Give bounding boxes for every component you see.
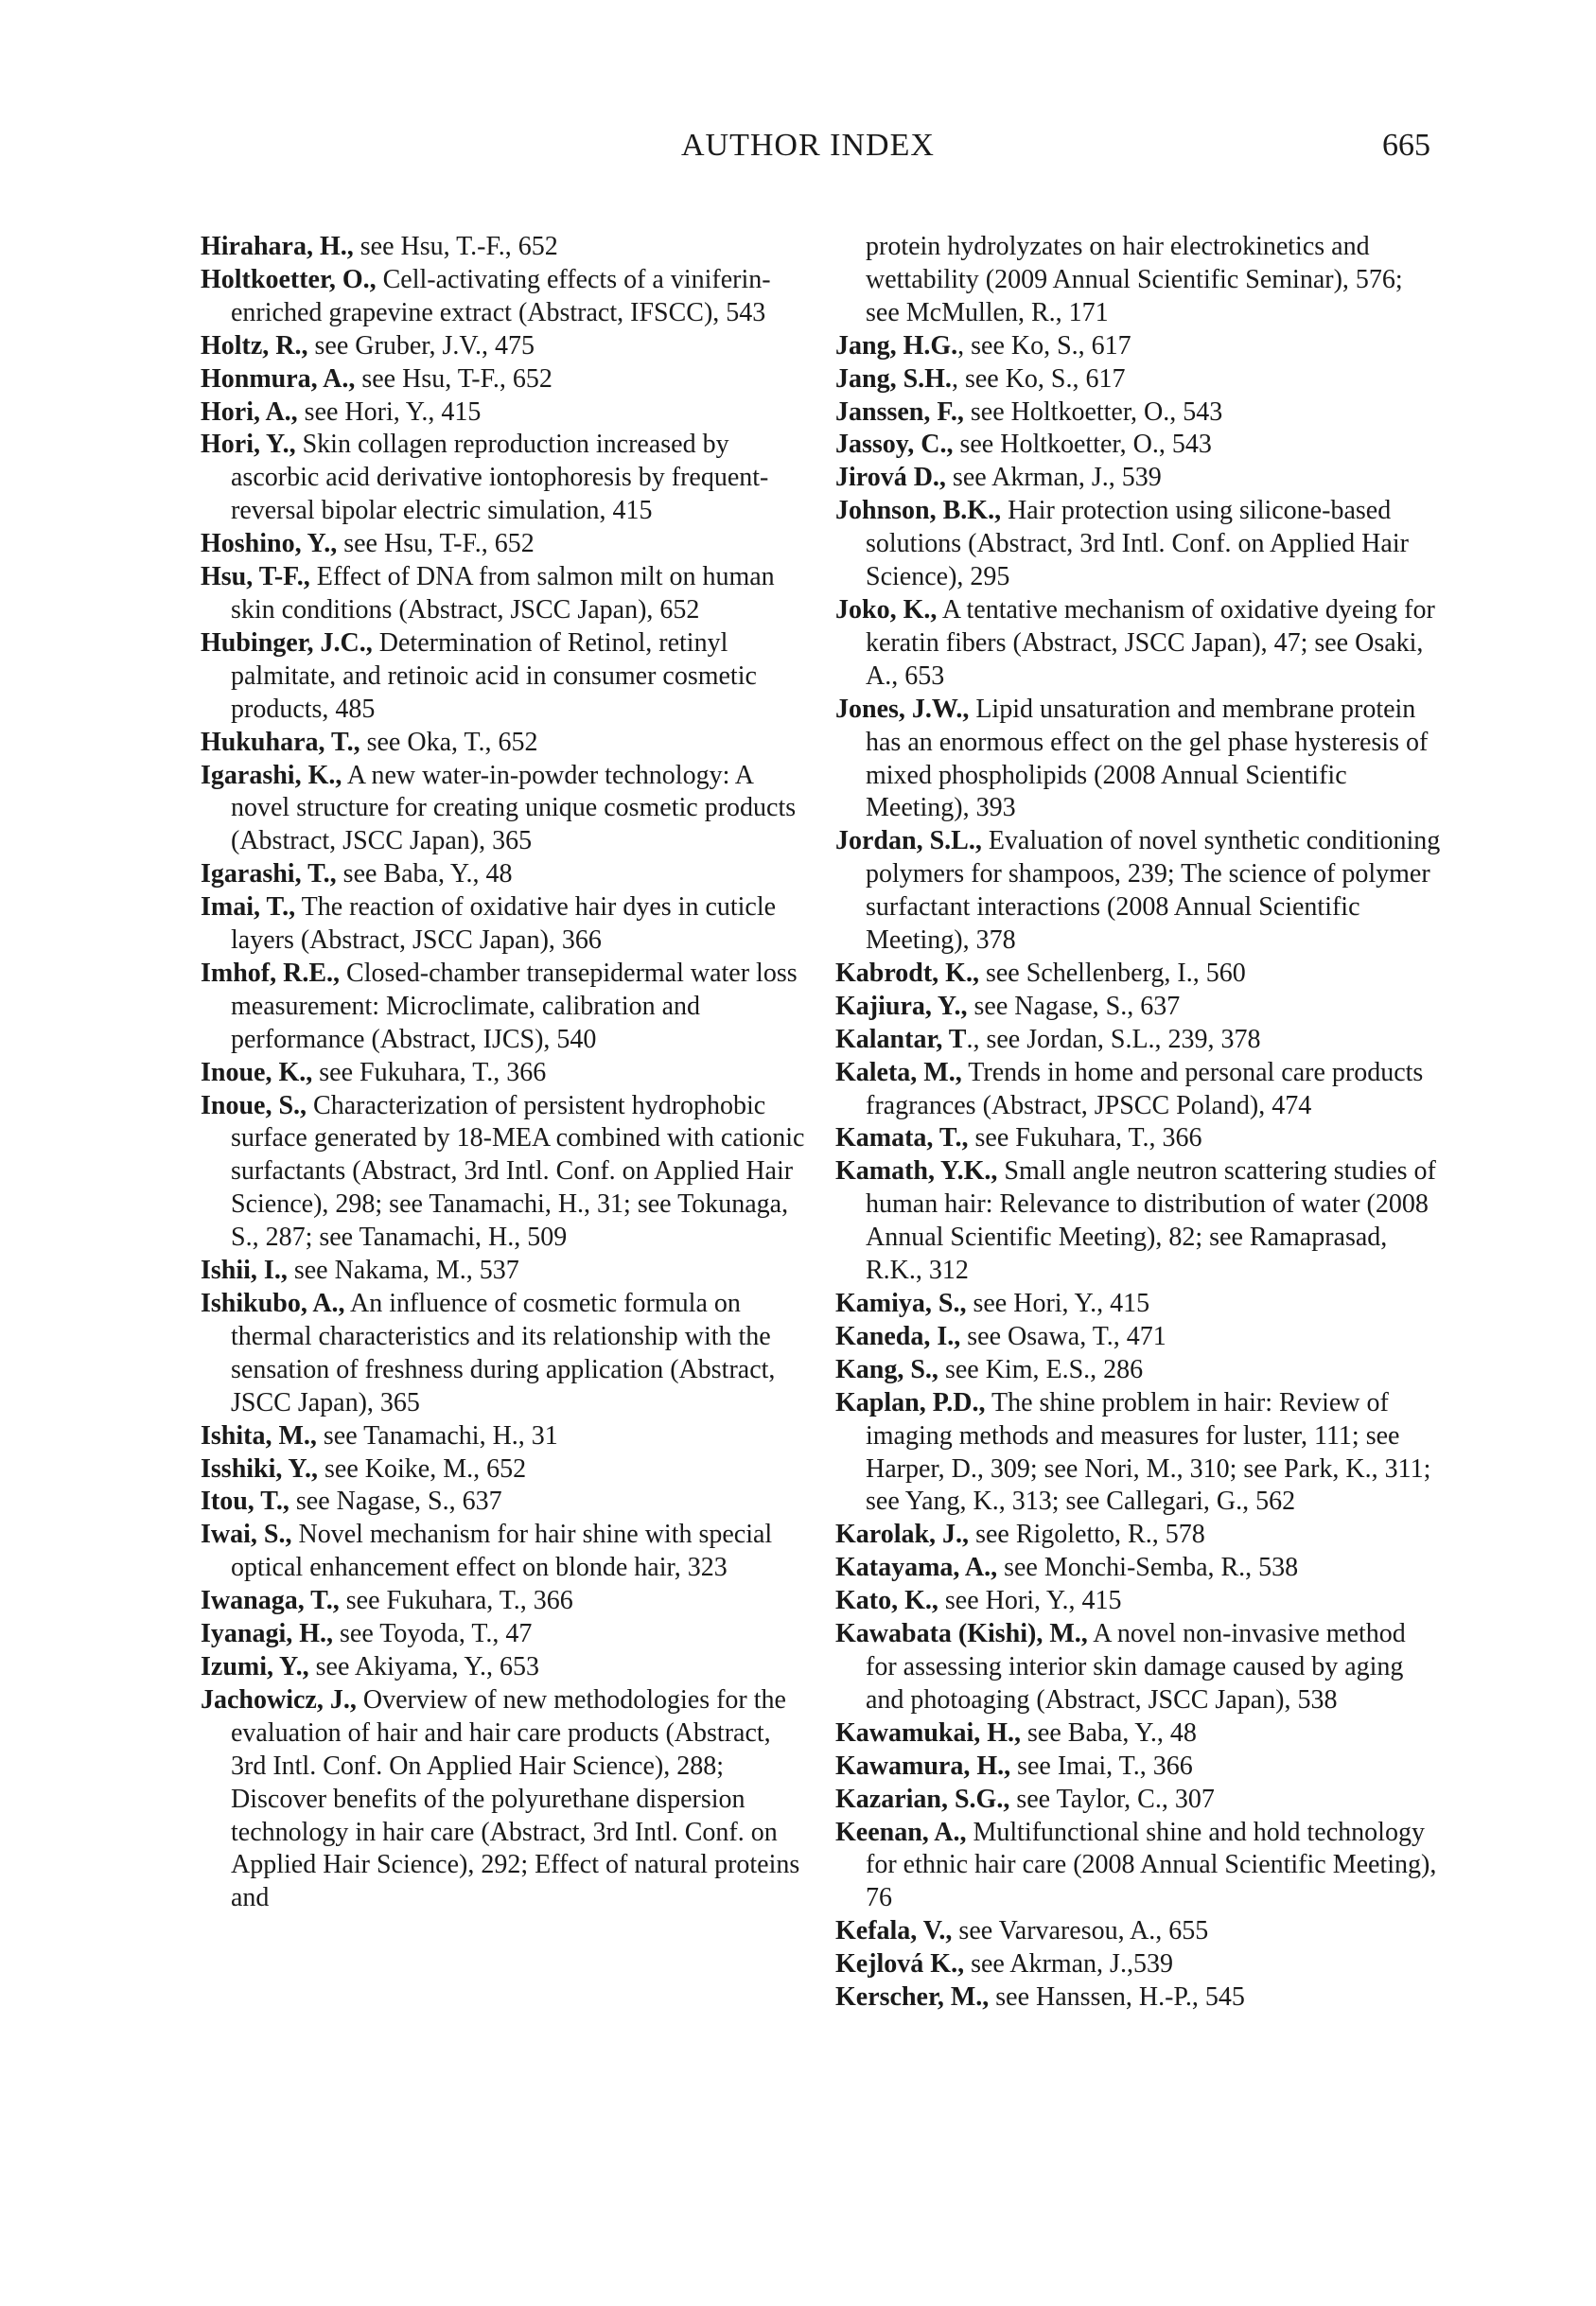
index-entry	[835, 1122, 1441, 1155]
index-entry	[201, 1057, 806, 1090]
index-entry	[835, 462, 1441, 495]
author-name: Hori, A.,	[201, 396, 298, 427]
author-name: Imhof, R.E.,	[201, 958, 341, 988]
author-name: Kawamura, H.,	[835, 1751, 1011, 1781]
entry-text: An influence of cosmetic formula on thermal characteristics and its relationship with the sensation of freshness during application (Abstract, JSCC Japan), 365	[231, 1289, 776, 1417]
index-entry	[201, 429, 806, 528]
entry-text: see Kim, E.S., 286	[938, 1354, 1144, 1384]
author-name: Katayama, A.,	[835, 1553, 998, 1583]
page-title: AUTHOR INDEX	[681, 128, 935, 163]
index-entry	[835, 694, 1441, 826]
entry-text: Effect of DNA from salmon milt on human skin conditions (Abstract, JSCC Japan), 652	[231, 562, 775, 625]
entry-text: see Varvaresou, A., 655	[952, 1916, 1209, 1946]
author-name: Kaplan, P.D.,	[835, 1387, 986, 1417]
index-entry	[835, 330, 1441, 363]
author-name: Karolak, J.,	[835, 1520, 970, 1550]
author-name: Holtz, R.,	[201, 330, 308, 361]
index-entry	[201, 627, 806, 727]
entry-text: Small angle neutron scattering studies of human hair: Relevance to distribution of water (2008 Annual Scientific Meeting), 82; see Ramaprasad, R.K., 312	[866, 1156, 1436, 1286]
index-entry	[201, 1585, 806, 1618]
author-name: Inoue, K.,	[201, 1057, 313, 1087]
page-number: 665	[1382, 128, 1430, 163]
index-entry	[201, 231, 806, 264]
author-name: Jang, S.H.	[835, 363, 952, 394]
index-entry	[835, 1519, 1441, 1552]
entry-text: see Osawa, T., 471	[960, 1321, 1166, 1351]
index-entry	[835, 1552, 1441, 1585]
entry-text: see Akrman, J.,539	[964, 1949, 1173, 1980]
entry-text: see Schellenberg, I., 560	[978, 958, 1246, 988]
index-entry	[201, 330, 806, 363]
entry-text: see Nagase, S., 637	[967, 991, 1181, 1021]
index-entry	[201, 760, 806, 859]
index-entry	[835, 429, 1441, 462]
index-entry	[201, 363, 806, 396]
author-name: Jang, H.G.	[835, 330, 958, 361]
entry-text: see Fukuhara, T., 366	[339, 1586, 573, 1616]
index-entry	[835, 991, 1441, 1024]
entry-text: Trends in home and personal care products fragrances (Abstract, JPSCC Poland), 474	[866, 1057, 1424, 1120]
author-name: Honmura, A.,	[201, 363, 356, 394]
author-name: Kawabata (Kishi), M.,	[835, 1619, 1088, 1649]
author-name: Kaneda, I.,	[835, 1321, 961, 1351]
index-entry	[835, 1288, 1441, 1321]
entry-text: A new water-in-powder technology: A novel structure for creating unique cosmetic products (Abstract, JSCC Japan), 365	[231, 760, 797, 856]
index-entry	[201, 891, 806, 958]
index-entry	[835, 1155, 1441, 1288]
index-entry	[201, 396, 806, 430]
author-name: Jassoy, C.,	[835, 430, 954, 460]
author-name: Hsu, T-F.,	[201, 562, 310, 592]
entry-text: Skin collagen reproduction increased by ascorbic acid derivative iontophoresis by frequent-reversal bipolar electric simulation, 415	[231, 430, 769, 526]
index-entry	[201, 1618, 806, 1651]
entry-text: see Holtkoetter, O., 543	[953, 430, 1212, 460]
author-name: Isshiki, Y.,	[201, 1453, 319, 1484]
index-entry	[201, 561, 806, 627]
index-entry	[201, 1090, 806, 1256]
author-name: Kazarian, S.G.,	[835, 1784, 1010, 1814]
index-entry	[835, 1915, 1441, 1948]
index-entry	[201, 264, 806, 330]
entry-text: Determination of Retinol, retinyl palmitate, and retinoic acid in consumer cosmetic products, 485	[231, 627, 757, 724]
entry-text: see Akrman, J., 539	[945, 463, 1162, 493]
author-name: Hori, Y.,	[201, 430, 296, 460]
author-name: Keenan, A.,	[835, 1817, 967, 1847]
entry-text: see Hanssen, H.-P., 545	[989, 1982, 1245, 2013]
index-entry	[835, 1024, 1441, 1057]
entry-text: see Nagase, S., 637	[289, 1487, 502, 1517]
index-entry	[835, 594, 1441, 694]
entry-text: see Imai, T., 366	[1010, 1751, 1193, 1781]
author-name: Kang, S.,	[835, 1354, 938, 1384]
author-name: Imai, T.,	[201, 892, 296, 923]
author-name: Ishii, I.,	[201, 1256, 288, 1286]
entry-text: see Hori, Y., 415	[966, 1289, 1150, 1318]
author-name: Kato, K.,	[835, 1586, 938, 1616]
index-entry	[835, 1585, 1441, 1618]
index-entry	[835, 363, 1441, 396]
entry-text: Lipid unsaturation and membrane protein has an enormous effect on the gel phase hysteresis of mixed phospholipids (2008 Annual Scientific Meeting), 393	[866, 694, 1429, 823]
index-entry	[835, 1387, 1441, 1520]
entry-text: see Akiyama, Y., 653	[308, 1651, 540, 1681]
entry-text: see Baba, Y., 48	[336, 859, 513, 889]
index-entry	[201, 1486, 806, 1519]
entry-text: see Fukuhara, T., 366	[312, 1057, 547, 1087]
index-entry	[835, 1981, 1441, 2015]
entry-text: see Hori, Y., 415	[297, 396, 482, 427]
index-entry	[835, 1618, 1441, 1717]
index-entry	[201, 858, 806, 891]
index-entry	[201, 1684, 806, 1915]
index-entry	[201, 958, 806, 1057]
index-entry	[835, 1817, 1441, 1916]
entry-text: see Taylor, C., 307	[1009, 1784, 1215, 1814]
author-name: Iwanaga, T.,	[201, 1586, 340, 1616]
index-entry	[835, 825, 1441, 958]
entry-text: see Monchi-Semba, R., 538	[997, 1553, 1299, 1583]
index-entry	[835, 1057, 1441, 1123]
index-entry	[201, 1288, 806, 1420]
entry-text: see Nakama, M., 537	[287, 1256, 519, 1286]
author-name: Hukuhara, T.,	[201, 727, 360, 757]
entry-text: see Baba, Y., 48	[1021, 1717, 1197, 1748]
author-name: Kamata, T.,	[835, 1123, 969, 1153]
entry-text: see Hsu, T-F., 652	[355, 363, 552, 394]
author-name: Ishikubo, A.,	[201, 1289, 345, 1318]
entry-text: The reaction of oxidative hair dyes in cuticle layers (Abstract, JSCC Japan), 366	[231, 892, 777, 956]
author-name: Kejlová K.,	[835, 1949, 965, 1980]
index-entry	[201, 727, 806, 760]
entry-continuation: protein hydrolyzates on hair electrokinetics and wettability (2009 Annual Scientific Seminar), 576; see McMullen, R., 171	[866, 232, 1403, 327]
author-name: Jordan, S.L.,	[835, 826, 982, 856]
entry-text: see Holtkoetter, O., 543	[963, 396, 1223, 427]
entry-text: see Tanamachi, H., 31	[316, 1420, 558, 1451]
index-entry	[835, 396, 1441, 430]
author-name: Iwai, S.,	[201, 1520, 292, 1550]
entry-text: A novel non-invasive method for assessing interior skin damage caused by aging and photoaging (Abstract, JSCC Japan), 538	[866, 1619, 1406, 1715]
entry-text: The shine problem in hair: Review of imaging methods and measures for luster, 111; see Harper, D., 309; see Nori, M., 310; see Park, K., 311; see Yang, K., 313; see Callegari, G., 562	[866, 1387, 1431, 1517]
index-entry	[835, 1784, 1441, 1817]
entry-text: see Toyoda, T., 47	[333, 1619, 533, 1649]
entry-text: see Hsu, T.-F., 652	[353, 232, 558, 261]
author-name: Kefala, V.,	[835, 1916, 953, 1946]
entry-text: see Gruber, J.V., 475	[307, 330, 535, 361]
author-name: Jachowicz, J.,	[201, 1684, 357, 1715]
entry-text: A tentative mechanism of oxidative dyeing for keratin fibers (Abstract, JSCC Japan), 47; see Osaki, A., 653	[866, 594, 1435, 691]
index-entry	[835, 1717, 1441, 1751]
index-entry	[835, 1321, 1441, 1354]
author-name: Hirahara, H.,	[201, 232, 354, 261]
entry-text: see Hori, Y., 415	[938, 1586, 1122, 1616]
author-name: Kamiya, S.,	[835, 1289, 967, 1318]
author-name: Iyanagi, H.,	[201, 1619, 334, 1649]
index-entry	[835, 1354, 1441, 1387]
entry-text: Characterization of persistent hydrophobic surface generated by 18-MEA combined with cationic surfactants (Abstract, 3rd Intl. Conf. on Applied Hair Science), 298; see Tanamachi, H., 31; see Tokunaga, S., 287; see Tanamachi, H., 509	[231, 1090, 805, 1253]
index-entry	[835, 1948, 1441, 1981]
running-head	[0, 128, 1596, 175]
index-entry	[201, 1453, 806, 1487]
author-name: Hubinger, J.C.,	[201, 627, 373, 658]
author-name: Jones, J.W.,	[835, 694, 970, 724]
entry-text: see Oka, T., 652	[360, 727, 538, 757]
left-column	[201, 231, 806, 1915]
entry-text: Novel mechanism for hair shine with special optical enhancement effect on blonde hair, 323	[231, 1520, 773, 1583]
index-entry	[201, 1519, 806, 1585]
index-entry	[835, 495, 1441, 594]
author-name: Kaleta, M.,	[835, 1057, 962, 1087]
author-name: Holtkoetter, O.,	[201, 264, 377, 294]
entry-text: see Rigoletto, R., 578	[969, 1520, 1205, 1550]
author-name: Jirová D.,	[835, 463, 946, 493]
entry-text: , see Ko, S., 617	[951, 363, 1126, 394]
author-name: Izumi, Y.,	[201, 1651, 309, 1681]
index-entry	[201, 1255, 806, 1288]
entry-text: Multifunctional shine and hold technology for ethnic hair care (2008 Annual Scientific Meeting), 76	[866, 1817, 1437, 1913]
index-entry	[835, 958, 1441, 991]
entry-text: see Fukuhara, T., 366	[968, 1123, 1202, 1153]
entry-text: ., see Jordan, S.L., 239, 378	[966, 1024, 1261, 1054]
author-name: Kamath, Y.K.,	[835, 1156, 998, 1187]
entry-text: Evaluation of novel synthetic conditioning polymers for shampoos, 239; The science of polymer surfactant interactions (2008 Annual Scientific Meeting), 378	[866, 826, 1441, 956]
author-name: Hoshino, Y.,	[201, 529, 338, 559]
entry-text: Closed-chamber transepidermal water loss measurement: Microclimate, calibration and performance (Abstract, IJCS), 540	[231, 958, 798, 1054]
author-name: Joko, K.,	[835, 594, 938, 625]
entry-text: Hair protection using silicone-based solutions (Abstract, 3rd Intl. Conf. on Applied Hair Science), 295	[866, 496, 1409, 592]
index-entry	[201, 1420, 806, 1453]
author-name: Ishita, M.,	[201, 1420, 317, 1451]
index-entry	[201, 528, 806, 561]
index-entry	[835, 1751, 1441, 1784]
author-name: Igarashi, K.,	[201, 760, 342, 790]
author-name: Igarashi, T.,	[201, 859, 337, 889]
author-name: Inoue, S.,	[201, 1090, 307, 1120]
entry-text: Overview of new methodologies for the evaluation of hair and hair care products (Abstract, 3rd Intl. Conf. On Applied Hair Science), 288; Discover benefits of the polyurethane dispersion technology in hair care (Abstract, 3rd Intl. Conf. on Applied Hair Science), 292; Effect of natural proteins and	[231, 1684, 800, 1913]
author-name: Johnson, B.K.,	[835, 496, 1002, 526]
entry-text: , see Ko, S., 617	[957, 330, 1131, 361]
author-name: Kalantar, T	[835, 1024, 967, 1054]
right-column	[835, 231, 1441, 2015]
author-name: Kajiura, Y.,	[835, 991, 968, 1021]
index-entry	[201, 1651, 806, 1684]
author-name: Kabrodt, K.,	[835, 958, 979, 988]
author-name: Itou, T.,	[201, 1487, 289, 1517]
entry-text: see Hsu, T-F., 652	[337, 529, 535, 559]
entry-text: see Koike, M., 652	[318, 1453, 527, 1484]
author-name: Janssen, F.,	[835, 396, 964, 427]
author-name: Kerscher, M.,	[835, 1982, 990, 2013]
entry-text: Cell-activating effects of a viniferin-enriched grapevine extract (Abstract, IFSCC), 543	[231, 264, 771, 327]
author-name: Kawamukai, H.,	[835, 1717, 1022, 1748]
